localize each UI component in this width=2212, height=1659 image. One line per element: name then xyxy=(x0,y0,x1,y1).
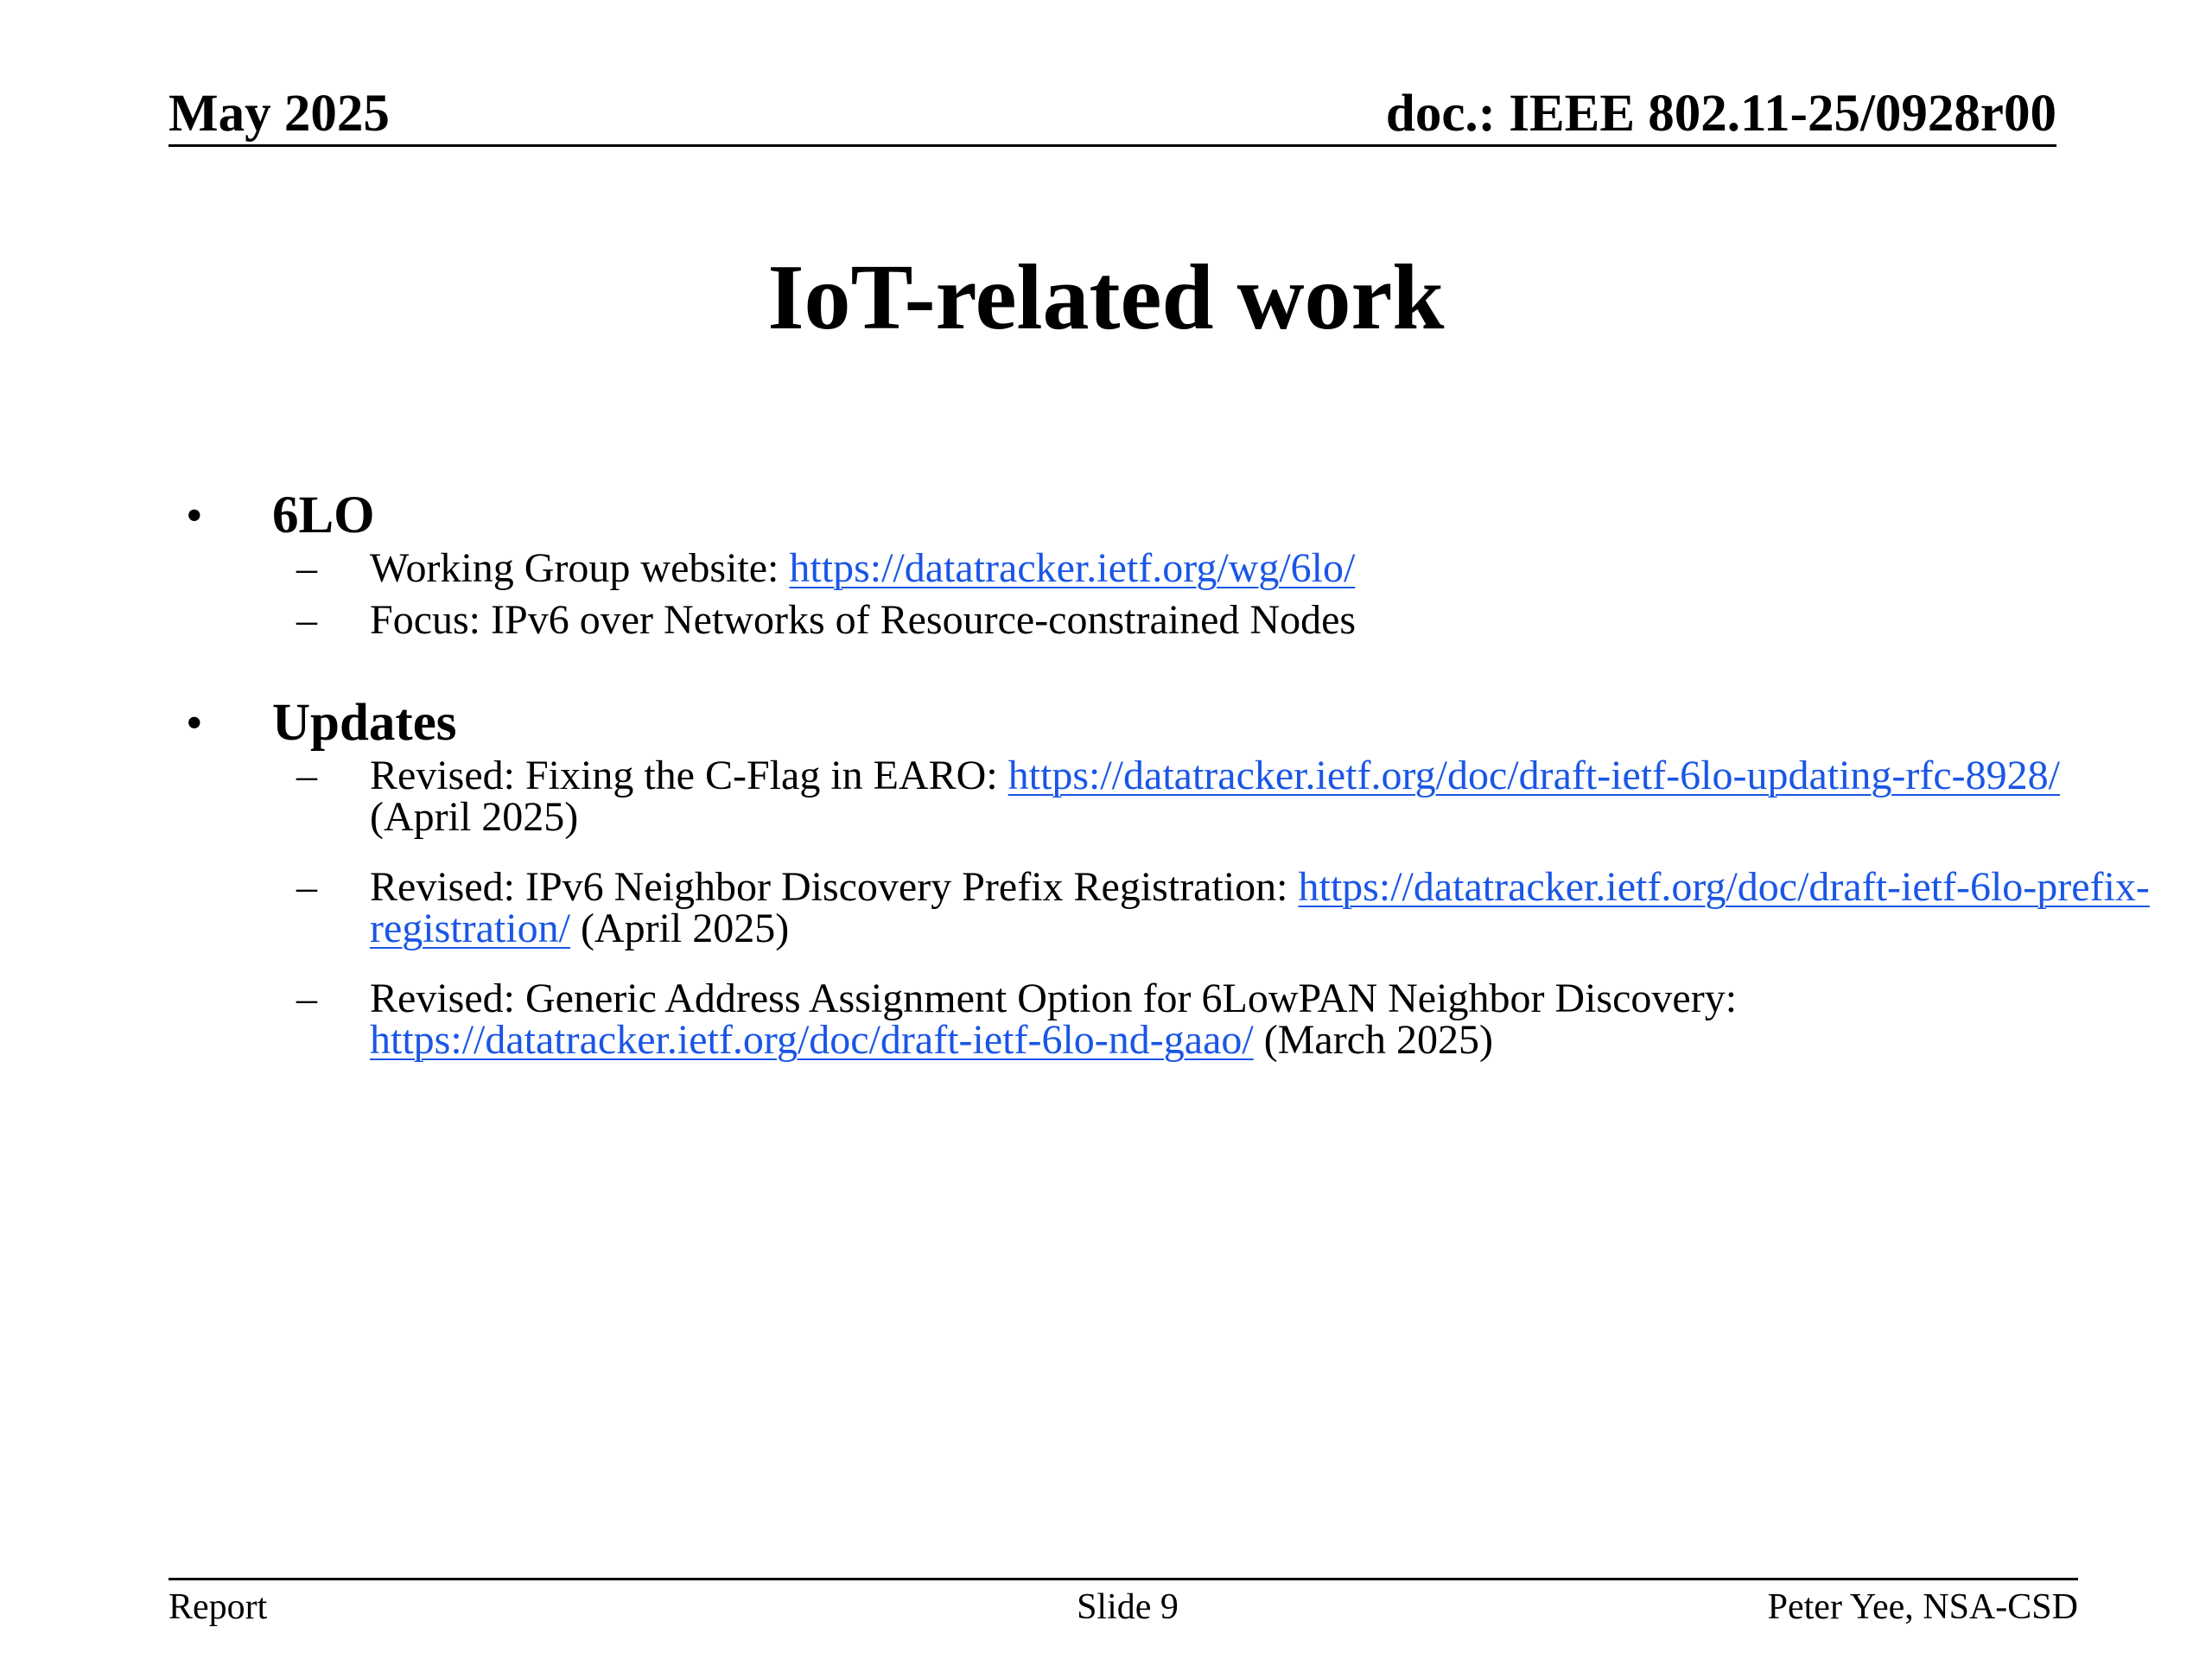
footer-label: Report xyxy=(168,1587,268,1627)
item-text: Revised: IPv6 Neighbor Discovery Prefix Registration: xyxy=(370,864,1299,910)
wg-website-link[interactable]: https://datatracker.ietf.org/wg/6lo/ xyxy=(789,545,1356,591)
slide-header xyxy=(168,82,2056,147)
list-item xyxy=(186,545,2150,591)
section-heading: Updates xyxy=(272,694,457,752)
item-text: Revised: Generic Address Assignment Option for 6LowPAN Neighbor Discovery: xyxy=(370,976,1738,1021)
slide-number: Slide 9 xyxy=(1077,1587,1179,1627)
dash-icon: – xyxy=(296,864,317,910)
draft-link[interactable]: https://datatracker.ietf.org/doc/draft-ietf-6lo-updating-rfc-8928/ xyxy=(1007,753,2060,798)
sub-list xyxy=(186,545,2087,643)
item-text: Revised: Fixing the C-Flag in EARO: xyxy=(370,753,1008,798)
section-updates xyxy=(186,691,2150,1063)
footer-divider xyxy=(168,1578,2078,1580)
item-text: Focus: IPv6 over Networks of Resource-constrained Nodes xyxy=(370,597,1357,643)
bullet-line xyxy=(186,691,2087,755)
bullet-line xyxy=(186,484,2087,548)
item-date: (April 2025) xyxy=(569,906,790,951)
dash-icon: – xyxy=(296,597,317,643)
draft-link[interactable]: https://datatracker.ietf.org/doc/draft-ietf-6lo-nd-gaao/ xyxy=(370,1017,1254,1063)
list-item xyxy=(186,864,2150,951)
footer-author: Peter Yee, NSA-CSD xyxy=(1767,1587,2078,1627)
slide-content xyxy=(186,484,2150,1111)
item-date: (March 2025) xyxy=(1253,1017,1493,1063)
dash-icon: – xyxy=(296,545,317,591)
draft-link[interactable]: https://datatracker.ietf.org/doc/draft-ietf-6lo-prefix-registration/ xyxy=(370,864,2150,951)
item-date: (April 2025) xyxy=(370,794,579,840)
sub-list xyxy=(186,753,2150,1063)
section-6lo xyxy=(186,484,2087,641)
bullet-icon: • xyxy=(186,489,203,543)
dash-icon: – xyxy=(296,976,317,1021)
list-item xyxy=(186,978,2150,1061)
list-item xyxy=(186,597,2150,643)
dash-icon: – xyxy=(296,753,317,798)
section-heading: 6LO xyxy=(272,486,375,544)
list-item xyxy=(186,755,2150,838)
header-date: May 2025 xyxy=(168,85,390,143)
slide-title: IoT-related work xyxy=(767,246,1445,349)
item-text: Working Group website: xyxy=(370,545,790,591)
bullet-icon: • xyxy=(186,696,203,750)
header-doc-id: doc.: IEEE 802.11-25/0928r00 xyxy=(1385,85,2056,143)
